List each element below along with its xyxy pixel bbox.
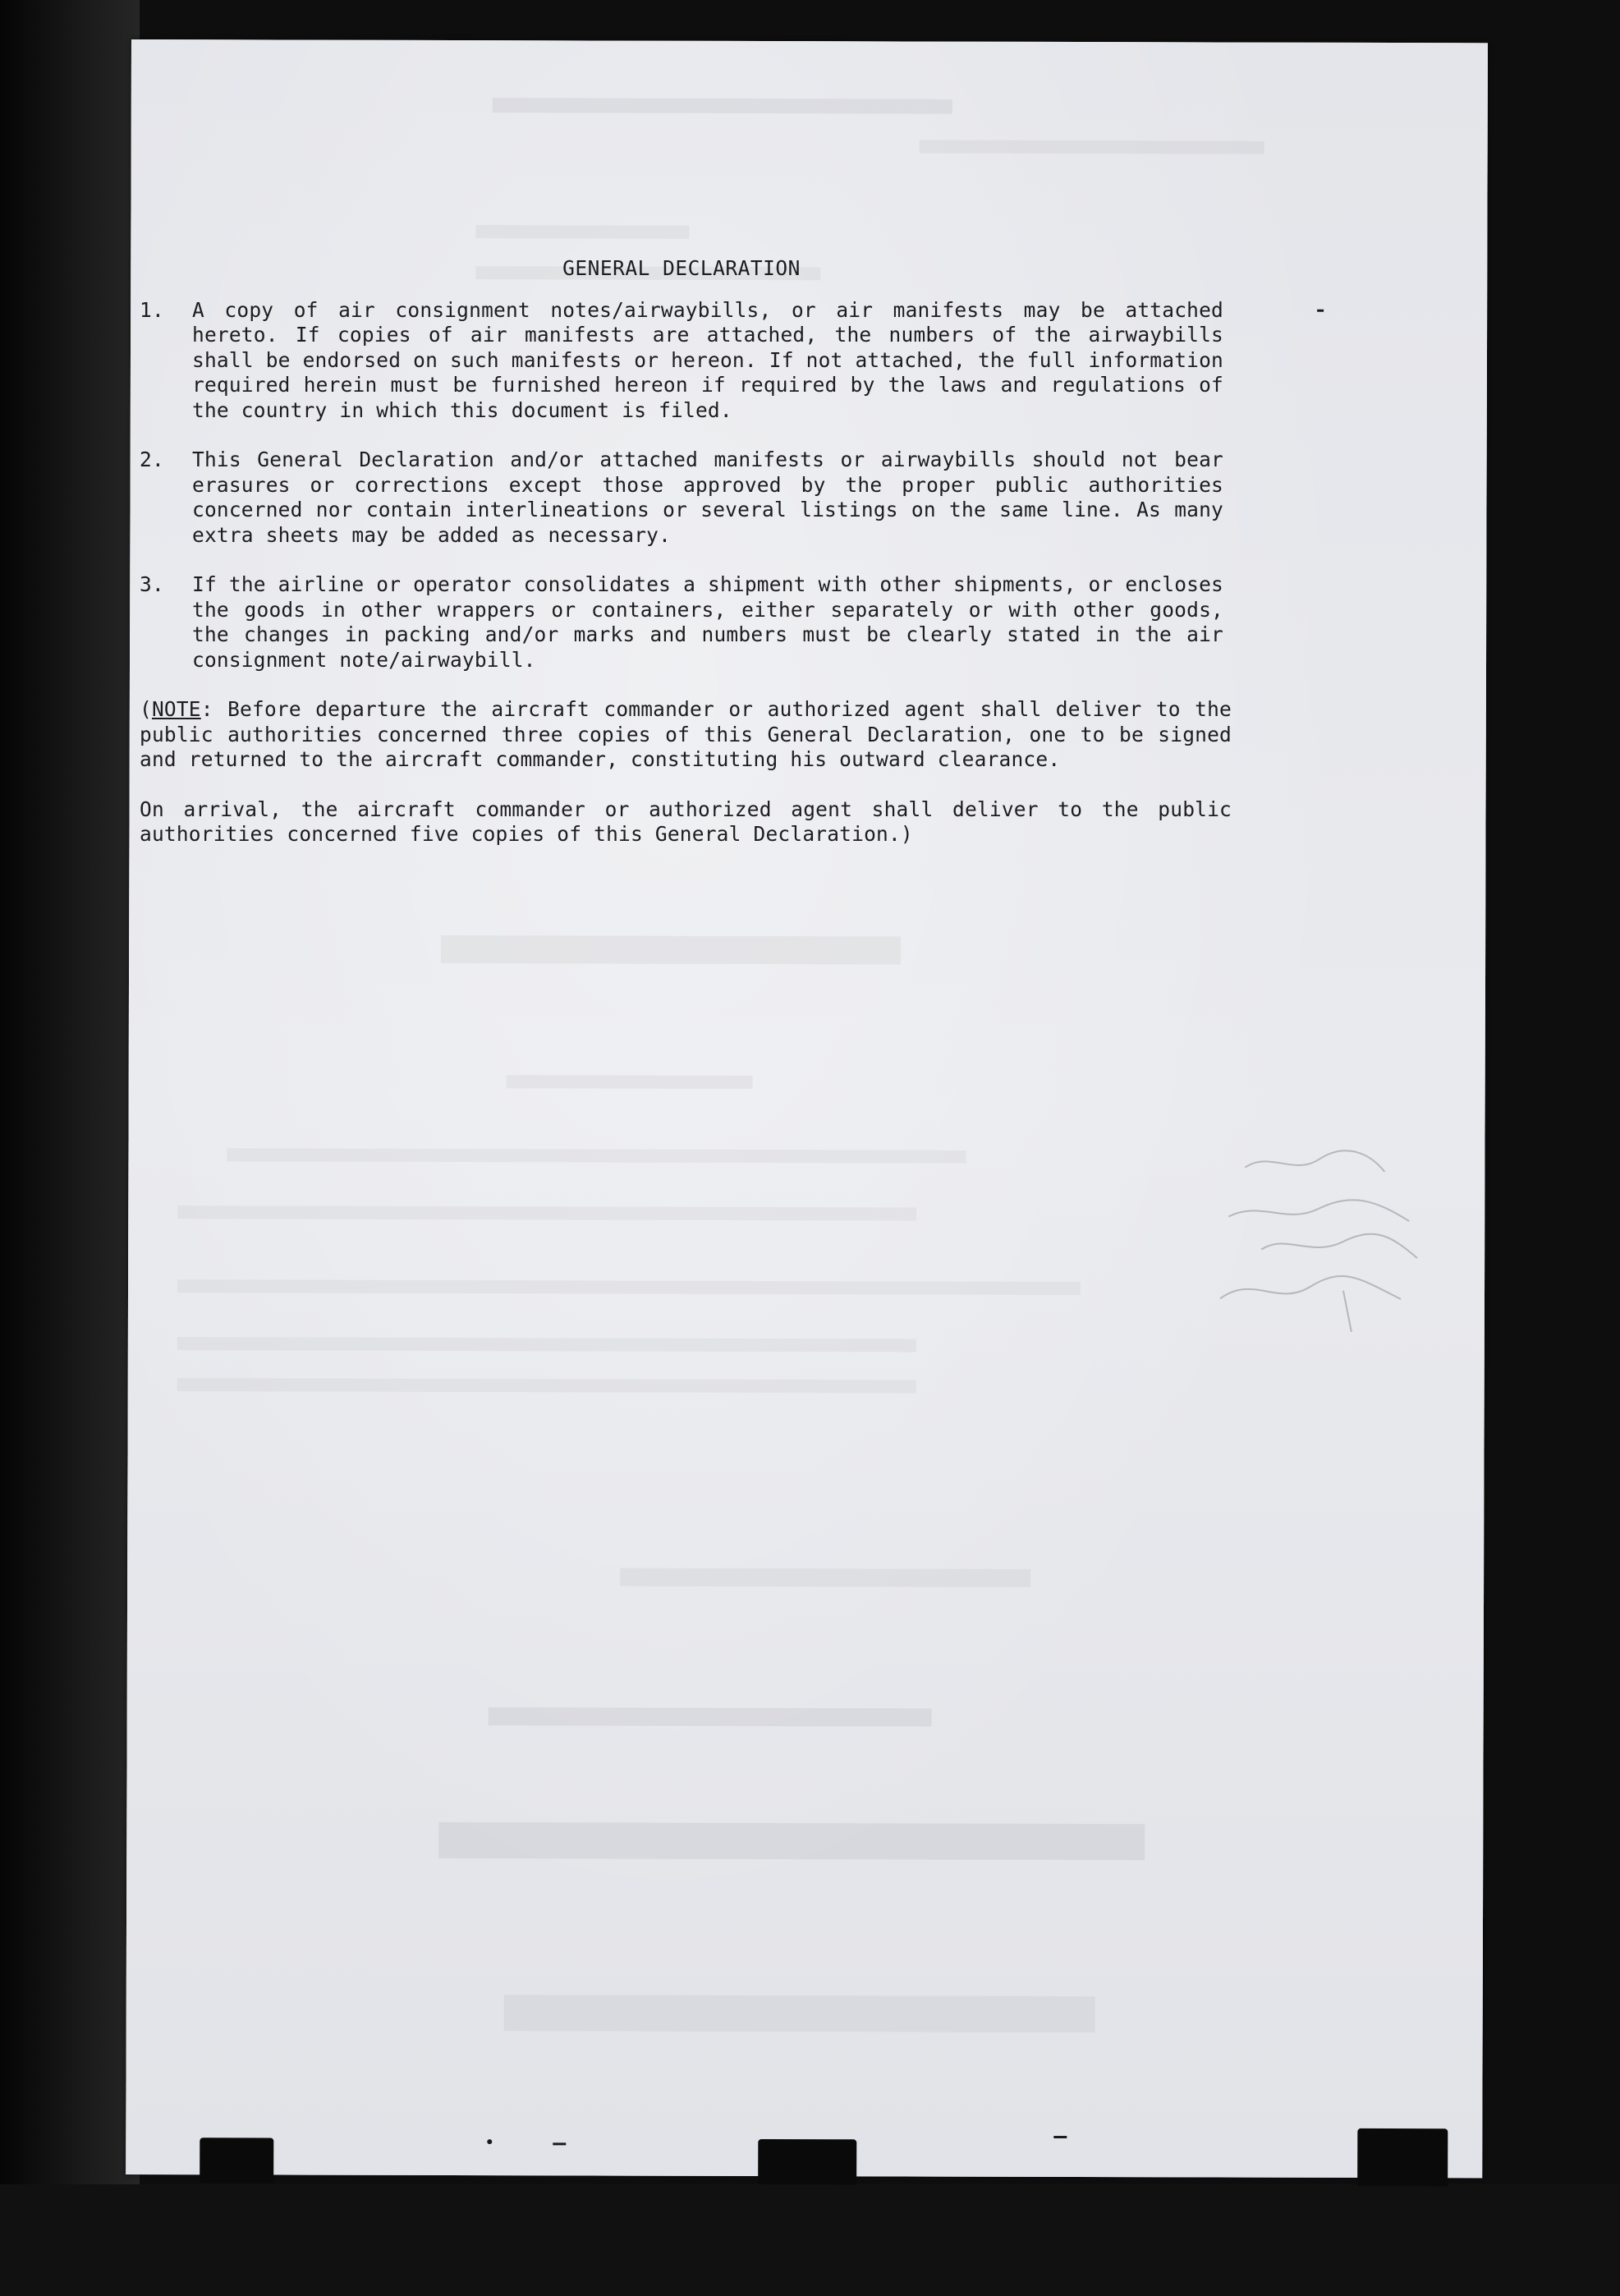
declaration-item-2 — [140, 448, 1223, 548]
bleed-through-12 — [620, 1568, 1030, 1587]
bleed-through-1 — [493, 98, 952, 113]
bleed-through-15 — [504, 1995, 1095, 2032]
stray-mark-2 — [487, 2139, 492, 2144]
bleed-through-10 — [177, 1337, 916, 1352]
bleed-through-5 — [441, 935, 901, 964]
bleed-through-13 — [489, 1707, 932, 1726]
stray-mark-3 — [553, 2142, 566, 2145]
departure-note — [140, 697, 1232, 773]
item-number: 1. — [140, 297, 164, 322]
bleed-through-11 — [177, 1378, 916, 1393]
document-title: GENERAL DECLARATION — [562, 256, 801, 280]
item-number: 3. — [140, 572, 164, 596]
note-open-paren: ( — [140, 697, 152, 721]
binder-clip-left — [200, 2138, 273, 2183]
binder-clip-right — [1357, 2128, 1448, 2186]
bleed-through-14 — [438, 1822, 1145, 1860]
bleed-through-2 — [920, 140, 1264, 154]
bleed-through-8 — [177, 1205, 916, 1220]
arrival-note: On arrival, the aircraft commander or authorized agent shall deliver to the public authorities concerned five copies of this General Declaration.) — [140, 797, 1232, 846]
declaration-item-1 — [140, 298, 1223, 424]
bleed-through-7 — [227, 1148, 966, 1163]
scan-border-left — [0, 0, 140, 2296]
bleed-through-9 — [177, 1279, 1081, 1295]
note-colon: : — [200, 697, 213, 721]
bleed-through-6 — [507, 1075, 753, 1089]
stray-mark-4 — [1053, 2136, 1067, 2138]
item-text: A copy of air consignment notes/airwaybills, or air manifests may be attached hereto. If copies of air manifests are attached, the numbers of the airwaybills shall be endorsed on such manifests or hereon. If not attached, the full information required herein must be furnished hereon if required by the laws and regulations of the country in which this document is filed. — [192, 297, 1223, 422]
declaration-item-3 — [140, 572, 1223, 673]
item-text: This General Declaration and/or attached manifests or airwaybills should not bear erasures or corrections except those approved by the proper public authorities concerned nor contain interlineations or several listings on the same line. As many extra sheets may be added as necessary. — [192, 448, 1223, 547]
item-number: 2. — [140, 448, 164, 471]
note-text: Before departure the aircraft commander or authorized agent shall deliver to the public authorities concerned three copies of this General Declaration, one to be signed and returned to the aircraft commander, constituting his outward clearance. — [140, 697, 1232, 771]
binder-clip-middle — [758, 2139, 856, 2184]
declaration-text — [140, 256, 1371, 847]
handwritten-annotation — [1212, 1142, 1558, 1357]
item-text: If the airline or operator consolidates a shipment with other shipments, or encloses the goods in other wrappers or containers, either separately or with other goods, the changes in packing and/or marks and numbers must be clearly stated in the air consignment note/airwaybill. — [192, 572, 1223, 672]
note-label: NOTE — [151, 697, 201, 721]
bleed-through-3 — [475, 225, 689, 239]
scan-border-bottom — [0, 2184, 1620, 2296]
